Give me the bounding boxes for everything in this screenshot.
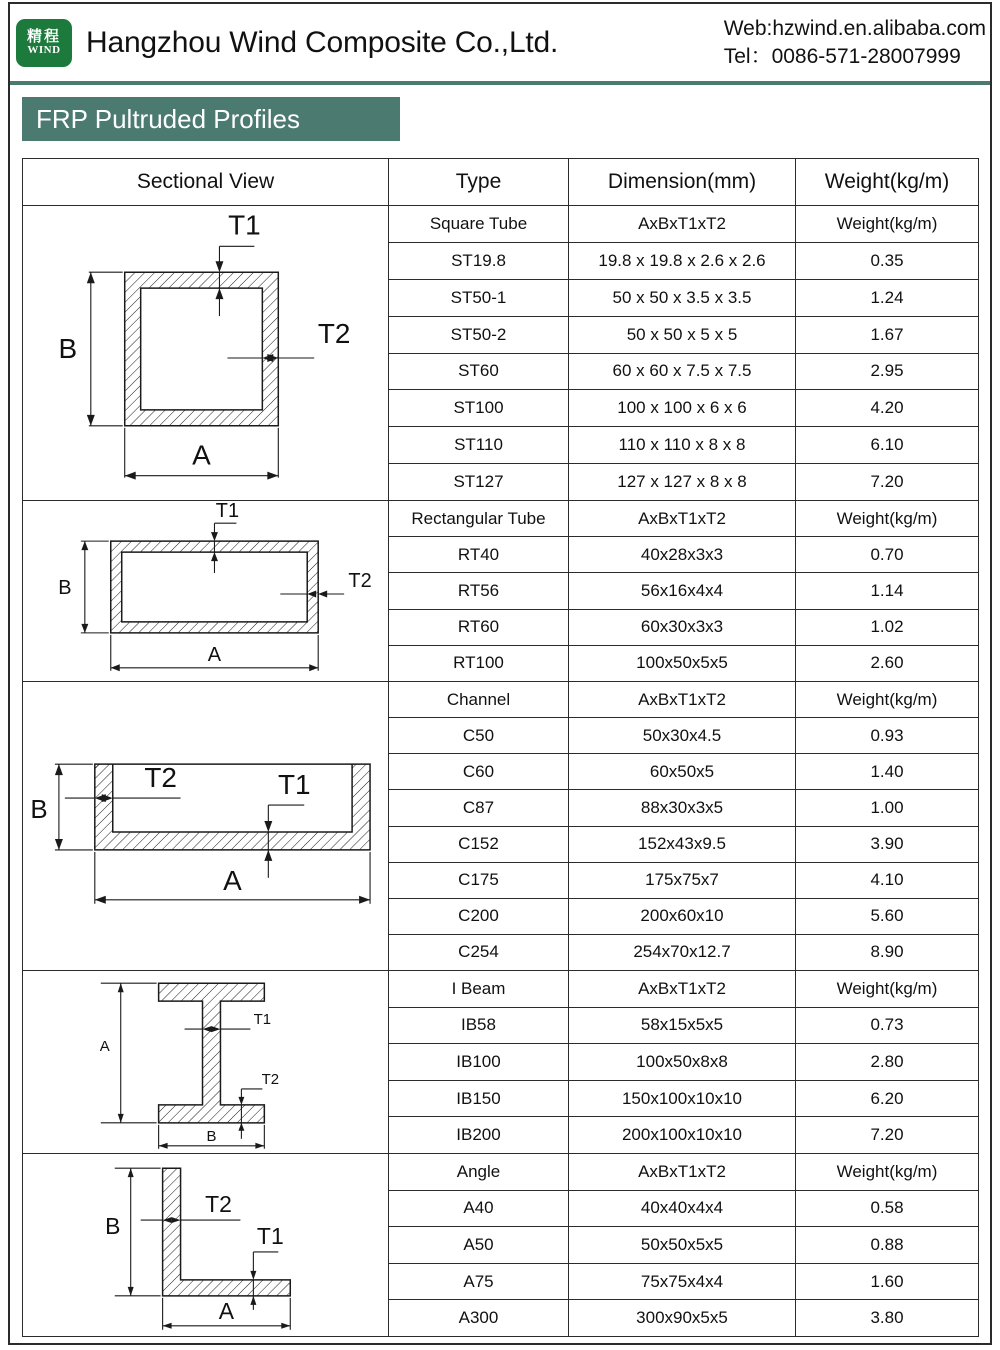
cell-weight: 8.90 xyxy=(796,934,979,970)
cell-dimension: 127 x 127 x 8 x 8 xyxy=(569,464,796,501)
cell-weight: 0.58 xyxy=(796,1190,979,1227)
svg-text:T1: T1 xyxy=(253,1011,272,1029)
cell-type: IB200 xyxy=(389,1117,569,1154)
cell-weight: 4.10 xyxy=(796,862,979,898)
cell-weight: 1.14 xyxy=(796,573,979,609)
cell-type: ST19.8 xyxy=(389,242,569,279)
cell-weight: 3.90 xyxy=(796,826,979,862)
cell-weight: 3.80 xyxy=(796,1300,979,1337)
subhead-weight-square-tube: Weight(kg/m) xyxy=(796,206,979,243)
svg-text:A: A xyxy=(99,1038,110,1056)
cell-dimension: 152x43x9.5 xyxy=(569,826,796,862)
cell-dimension: 60x50x5 xyxy=(569,754,796,790)
cell-dimension: 150x100x10x10 xyxy=(569,1080,796,1117)
company-name: Hangzhou Wind Composite Co.,Ltd. xyxy=(86,26,559,59)
subhead-type-channel: Channel xyxy=(389,682,569,718)
cell-dimension: 40x40x4x4 xyxy=(569,1190,796,1227)
cell-type: RT40 xyxy=(389,537,569,573)
website-text: Web:hzwind.en.alibaba.com xyxy=(723,16,986,40)
cell-dimension: 200x100x10x10 xyxy=(569,1117,796,1154)
cell-dimension: 56x16x4x4 xyxy=(569,573,796,609)
cell-dimension: 40x28x3x3 xyxy=(569,537,796,573)
svg-text:B: B xyxy=(58,576,72,599)
svg-text:B: B xyxy=(58,332,78,364)
sectional-view-square-tube xyxy=(23,206,389,501)
subhead-dimension-rectangular-tube: AxBxT1xT2 xyxy=(569,501,796,537)
cell-weight: 7.20 xyxy=(796,1117,979,1154)
column-header-weight: Weight(kg/m) xyxy=(796,159,979,206)
sectional-view-channel xyxy=(23,682,389,971)
cell-weight: 1.40 xyxy=(796,754,979,790)
cell-type: RT100 xyxy=(389,645,569,681)
cell-dimension: 100x50x5x5 xyxy=(569,645,796,681)
cell-dimension: 100 x 100 x 6 x 6 xyxy=(569,390,796,427)
table-row xyxy=(23,971,979,1008)
svg-text:B: B xyxy=(30,796,48,825)
cell-dimension: 60 x 60 x 7.5 x 7.5 xyxy=(569,353,796,390)
subhead-dimension-angle: AxBxT1xT2 xyxy=(569,1154,796,1191)
cell-type: RT56 xyxy=(389,573,569,609)
subhead-type-angle: Angle xyxy=(389,1154,569,1191)
cell-type: A40 xyxy=(389,1190,569,1227)
cell-type: C175 xyxy=(389,862,569,898)
cell-weight: 4.20 xyxy=(796,390,979,427)
cell-weight: 7.20 xyxy=(796,464,979,501)
page-header xyxy=(10,4,990,82)
cell-weight: 1.24 xyxy=(796,279,979,316)
svg-text:T1: T1 xyxy=(256,1223,284,1250)
cell-type: A50 xyxy=(389,1227,569,1264)
cell-weight: 6.20 xyxy=(796,1080,979,1117)
svg-text:A: A xyxy=(218,1297,235,1324)
cell-type: A300 xyxy=(389,1300,569,1337)
cell-type: ST110 xyxy=(389,427,569,464)
cell-type: IB150 xyxy=(389,1080,569,1117)
cell-type: C200 xyxy=(389,898,569,934)
cell-dimension: 60x30x3x3 xyxy=(569,609,796,645)
cell-weight: 1.60 xyxy=(796,1263,979,1300)
subhead-dimension-square-tube: AxBxT1xT2 xyxy=(569,206,796,243)
svg-text:T2: T2 xyxy=(144,762,177,794)
table-row xyxy=(23,206,979,243)
svg-text:T1: T1 xyxy=(228,209,261,241)
cell-dimension: 110 x 110 x 8 x 8 xyxy=(569,427,796,464)
subhead-dimension-i-beam: AxBxT1xT2 xyxy=(569,971,796,1008)
table-header-row xyxy=(23,159,979,206)
svg-text:A: A xyxy=(207,643,222,666)
cell-weight: 5.60 xyxy=(796,898,979,934)
svg-text:A: A xyxy=(223,864,242,896)
subhead-type-rectangular-tube: Rectangular Tube xyxy=(389,501,569,537)
cell-dimension: 200x60x10 xyxy=(569,898,796,934)
svg-text:T1: T1 xyxy=(277,769,311,801)
sectional-view-rectangular-tube xyxy=(23,501,389,682)
table-row xyxy=(23,682,979,718)
section-title-banner xyxy=(22,97,400,141)
cell-weight: 2.60 xyxy=(796,645,979,681)
cell-weight: 1.67 xyxy=(796,316,979,353)
table-row xyxy=(23,501,979,537)
logo-english-text: WIND xyxy=(27,43,61,56)
subhead-weight-rectangular-tube: Weight(kg/m) xyxy=(796,501,979,537)
cell-type: ST50-2 xyxy=(389,316,569,353)
cell-dimension: 50x30x4.5 xyxy=(569,718,796,754)
subhead-weight-i-beam: Weight(kg/m) xyxy=(796,971,979,1008)
svg-text:T2: T2 xyxy=(261,1070,280,1088)
cell-weight: 2.95 xyxy=(796,353,979,390)
subhead-type-square-tube: Square Tube xyxy=(389,206,569,243)
subhead-dimension-channel: AxBxT1xT2 xyxy=(569,682,796,718)
sectional-view-angle xyxy=(23,1154,389,1337)
page-title: FRP Pultruded Profiles xyxy=(36,103,300,134)
logo-chinese-text: 精程 xyxy=(26,26,61,45)
cell-dimension: 254x70x12.7 xyxy=(569,934,796,970)
company-logo xyxy=(16,19,72,67)
cell-type: IB100 xyxy=(389,1044,569,1081)
cell-type: C50 xyxy=(389,718,569,754)
svg-text:T2: T2 xyxy=(348,570,372,593)
sectional-view-i-beam xyxy=(23,971,389,1154)
cell-weight: 0.35 xyxy=(796,242,979,279)
column-header-type: Type xyxy=(389,159,569,206)
cell-dimension: 100x50x8x8 xyxy=(569,1044,796,1081)
svg-text:T2: T2 xyxy=(317,318,351,350)
cell-dimension: 50 x 50 x 5 x 5 xyxy=(569,316,796,353)
cell-type: ST60 xyxy=(389,353,569,390)
cell-type: RT60 xyxy=(389,609,569,645)
profiles-spec-table xyxy=(22,158,979,1337)
svg-text:T2: T2 xyxy=(205,1191,232,1218)
contact-info xyxy=(724,15,986,72)
telephone-text: Tel：0086-571-28007999 xyxy=(723,45,961,68)
subhead-type-i-beam: I Beam xyxy=(389,971,569,1008)
cell-type: ST50-1 xyxy=(389,279,569,316)
column-header-sectional-view: Sectional View xyxy=(23,159,389,206)
table-row xyxy=(23,1154,979,1191)
cell-type: ST100 xyxy=(389,390,569,427)
cell-weight: 6.10 xyxy=(796,427,979,464)
svg-text:A: A xyxy=(192,439,211,471)
subhead-weight-angle: Weight(kg/m) xyxy=(796,1154,979,1191)
cell-dimension: 58x15x5x5 xyxy=(569,1007,796,1044)
svg-text:B: B xyxy=(206,1127,217,1145)
cell-dimension: 300x90x5x5 xyxy=(569,1300,796,1337)
cell-weight: 2.80 xyxy=(796,1044,979,1081)
cell-dimension: 88x30x3x5 xyxy=(569,790,796,826)
svg-text:T1: T1 xyxy=(215,501,240,523)
column-header-dimension: Dimension(mm) xyxy=(569,159,796,206)
cell-type: C87 xyxy=(389,790,569,826)
cell-dimension: 50x50x5x5 xyxy=(569,1227,796,1264)
cell-dimension: 175x75x7 xyxy=(569,862,796,898)
subhead-weight-channel: Weight(kg/m) xyxy=(796,682,979,718)
cell-weight: 0.70 xyxy=(796,537,979,573)
cell-dimension: 19.8 x 19.8 x 2.6 x 2.6 xyxy=(569,242,796,279)
cell-type: C152 xyxy=(389,826,569,862)
header-divider xyxy=(10,81,990,85)
cell-type: A75 xyxy=(389,1263,569,1300)
cell-type: C60 xyxy=(389,754,569,790)
cell-dimension: 50 x 50 x 3.5 x 3.5 xyxy=(569,279,796,316)
cell-weight: 1.00 xyxy=(796,790,979,826)
cell-weight: 0.73 xyxy=(796,1007,979,1044)
cell-dimension: 75x75x4x4 xyxy=(569,1263,796,1300)
cell-weight: 1.02 xyxy=(796,609,979,645)
cell-type: IB58 xyxy=(389,1007,569,1044)
cell-weight: 0.88 xyxy=(796,1227,979,1264)
cell-weight: 0.93 xyxy=(796,718,979,754)
svg-text:B: B xyxy=(105,1213,121,1240)
cell-type: ST127 xyxy=(389,464,569,501)
cell-type: C254 xyxy=(389,934,569,970)
